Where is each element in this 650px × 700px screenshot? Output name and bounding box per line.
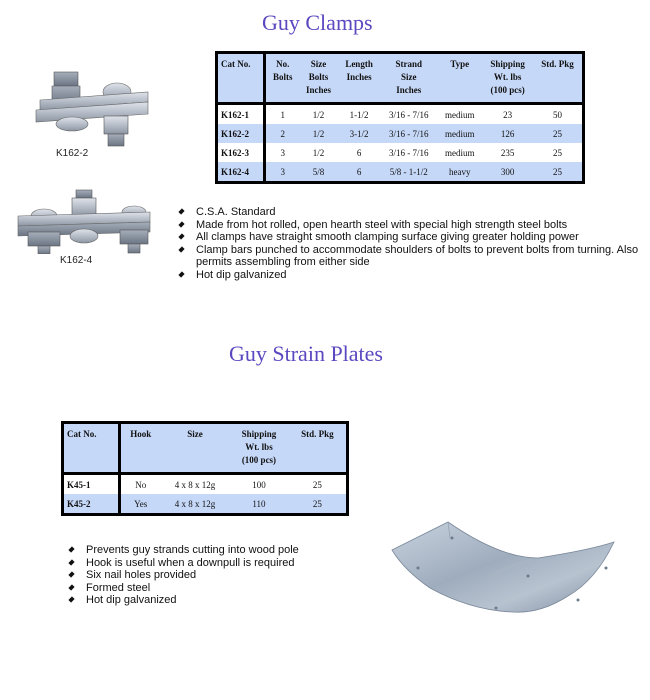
table-cell: 3 [265, 143, 299, 162]
column-header [482, 53, 533, 104]
table-cell: 1 [265, 104, 299, 125]
guy-strain-plate-image [390, 518, 630, 618]
table-row [217, 143, 584, 162]
feature-item [66, 569, 366, 582]
column-header-line: Wt. lbs [245, 442, 273, 452]
column-header [265, 53, 299, 104]
feature-item [66, 544, 366, 557]
diamond-bullet-icon [178, 208, 184, 214]
column-header-line: Size [401, 72, 417, 82]
table-row [63, 474, 348, 495]
column-header-line: Wt. lbs [493, 72, 522, 82]
table-cell: 5/8 [299, 162, 338, 183]
column-header-line: Inches [396, 85, 422, 95]
feature-item [176, 244, 646, 269]
feature-text: C.S.A. Standard [196, 206, 276, 218]
feature-text: Hook is useful when a downpull is required [86, 556, 295, 569]
table-body [217, 104, 584, 183]
column-header-line: Bolts [308, 72, 329, 82]
column-header-line: Std. Pkg [541, 59, 574, 69]
table-cell: 25 [533, 162, 583, 183]
feature-item [66, 594, 366, 607]
guy-strain-plates-title: Guy Strain Plates [229, 341, 383, 366]
column-header [217, 53, 265, 104]
guy-strain-plates-table [61, 421, 349, 516]
catalog-number-cell: K162-2 [217, 124, 265, 143]
column-header [533, 53, 583, 104]
feature-text: Prevents guy strands cutting into wood pole [86, 544, 299, 556]
diamond-bullet-icon [178, 233, 184, 239]
table-cell: 1/2 [299, 104, 338, 125]
catalog-number-cell: K162-1 [217, 104, 265, 125]
feature-text: Clamp bars punched to accommodate shoulders of bolts to prevent bolts from turning. Also permits assembling from either side [196, 243, 639, 268]
guy-clamps-table [215, 51, 585, 184]
guy-clamp-two-bolt-image [30, 70, 155, 150]
catalog-number-cell: K162-3 [217, 143, 265, 162]
table-cell: 1-1/2 [338, 104, 380, 125]
table-cell: 1/2 [299, 143, 338, 162]
catalog-number-cell: K45-1 [63, 474, 120, 495]
table-cell: 3/16 - 7/16 [380, 143, 437, 162]
column-header [338, 53, 380, 104]
feature-text: Six nail holes provided [86, 569, 197, 581]
column-header [289, 423, 348, 474]
catalog-number-cell: K162-4 [217, 162, 265, 183]
table-cell: 4 x 8 x 12g [161, 474, 229, 495]
column-header [380, 53, 437, 104]
table-body [63, 474, 348, 515]
feature-text: Made from hot rolled, open hearth steel with special high strength steel bolts [196, 218, 568, 231]
column-header [437, 53, 482, 104]
feature-item [176, 231, 646, 244]
column-header-line: Cat No. [67, 429, 97, 439]
column-header-line: Length [345, 59, 373, 69]
table-cell: 25 [289, 474, 348, 495]
column-header [161, 423, 229, 474]
image-caption: K162-2 [56, 148, 89, 159]
diamond-bullet-icon [68, 596, 74, 602]
column-header-line: No. [276, 59, 290, 69]
table-row [217, 162, 584, 183]
table-cell: 126 [482, 124, 533, 143]
table-header-row [63, 423, 348, 474]
diamond-bullet-icon [178, 271, 184, 277]
guy-strain-plates-features [66, 544, 366, 607]
feature-item [66, 582, 366, 595]
feature-item [176, 206, 646, 219]
column-header-line: Cat No. [221, 59, 251, 69]
table-cell: 1/2 [299, 124, 338, 143]
table-cell: 25 [289, 494, 348, 515]
diamond-bullet-icon [68, 546, 74, 552]
table-cell: medium [437, 143, 482, 162]
column-header-line: Shipping [490, 59, 525, 69]
column-header-line: Size [310, 59, 327, 69]
table-cell: 50 [533, 104, 583, 125]
diamond-bullet-icon [178, 221, 184, 227]
table-cell: 3 [265, 162, 299, 183]
feature-text: Hot dip galvanized [196, 268, 287, 281]
table-cell: 6 [338, 143, 380, 162]
guy-clamps-features [176, 206, 646, 281]
table-cell: No [119, 474, 161, 495]
table-cell: medium [437, 124, 482, 143]
column-header [119, 423, 161, 474]
feature-item [176, 269, 646, 282]
column-header-line: (100 pcs) [241, 455, 277, 465]
feature-text: Formed steel [86, 581, 151, 594]
column-header [63, 423, 120, 474]
table-row [217, 104, 584, 125]
table-cell: 235 [482, 143, 533, 162]
table-cell: 2 [265, 124, 299, 143]
column-header-line: Inches [346, 72, 372, 82]
table-cell: 4 x 8 x 12g [161, 494, 229, 515]
table-cell: Yes [119, 494, 161, 515]
table-cell: medium [437, 104, 482, 125]
feature-item [66, 557, 366, 570]
table-cell: 100 [229, 474, 289, 495]
table-cell: 25 [533, 143, 583, 162]
catalog-number-cell: K45-2 [63, 494, 120, 515]
feature-text: Hot dip galvanized [86, 594, 177, 606]
column-header [299, 53, 338, 104]
diamond-bullet-icon [68, 584, 74, 590]
column-header-line: Size [187, 429, 203, 439]
table-row [217, 124, 584, 143]
table-cell: 3/16 - 7/16 [380, 104, 437, 125]
column-header-line: Type [450, 59, 470, 69]
column-header-line: Std. Pkg [301, 429, 334, 439]
column-header-line: Bolts [272, 72, 293, 82]
table-cell: heavy [437, 162, 482, 183]
table-cell: 110 [229, 494, 289, 515]
column-header-line: Inches [305, 85, 331, 95]
table-cell: 6 [338, 162, 380, 183]
diamond-bullet-icon [68, 559, 74, 565]
diamond-bullet-icon [68, 571, 74, 577]
column-header-line: Strand [395, 59, 423, 69]
feature-text: All clamps have straight smooth clamping surface giving greater holding power [196, 231, 579, 243]
table-cell: 23 [482, 104, 533, 125]
column-header-line: (100 pcs) [490, 85, 525, 95]
column-header [229, 423, 289, 474]
table-cell: 3-1/2 [338, 124, 380, 143]
table-cell: 25 [533, 124, 583, 143]
column-header-line: Shipping [241, 429, 277, 439]
table-cell: 300 [482, 162, 533, 183]
table-cell: 3/16 - 7/16 [380, 124, 437, 143]
table-header-row [217, 53, 584, 104]
guy-clamp-three-bolt-image [14, 188, 154, 254]
guy-clamps-title: Guy Clamps [262, 10, 373, 35]
image-caption: K162-4 [60, 255, 93, 266]
feature-item [176, 219, 646, 232]
column-header-line: Hook [130, 429, 152, 439]
diamond-bullet-icon [178, 246, 184, 252]
table-row [63, 494, 348, 515]
table-cell: 5/8 - 1-1/2 [380, 162, 437, 183]
